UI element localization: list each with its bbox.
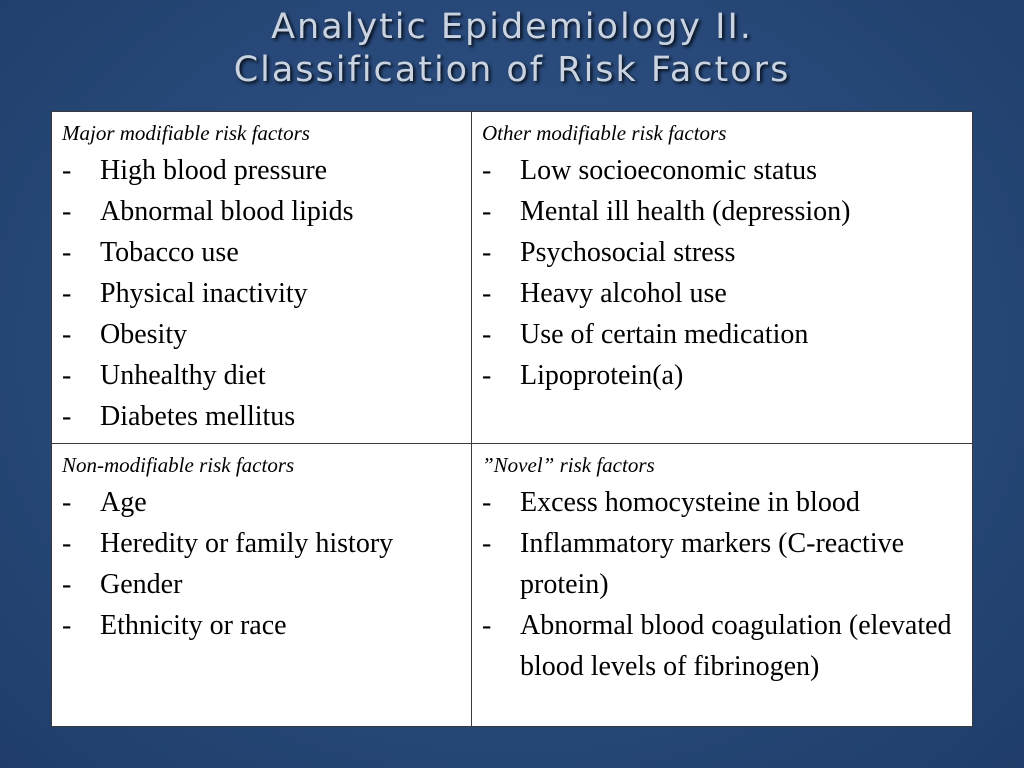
- list-item: [62, 232, 463, 273]
- list-item: [62, 191, 463, 232]
- list-item-text: Excess homocysteine in blood: [520, 487, 860, 518]
- dash-bullet: -: [482, 237, 492, 268]
- dash-bullet: -: [62, 237, 72, 268]
- list-item-text: Heavy alcohol use: [520, 278, 727, 309]
- list-item-text: Abnormal blood lipids: [100, 196, 354, 227]
- other-modifiable-list: [482, 150, 964, 396]
- cell-novel: [472, 444, 973, 727]
- list-item: [62, 482, 463, 523]
- cell-major-modifiable: [52, 112, 472, 444]
- list-item: [482, 482, 964, 523]
- list-item: [482, 150, 964, 191]
- non-modifiable-list: [62, 482, 463, 646]
- list-item: [62, 523, 463, 564]
- dash-bullet: -: [62, 487, 72, 518]
- list-item: [482, 523, 964, 605]
- list-item-text: Ethnicity or race: [100, 610, 287, 641]
- non-modifiable-heading: Non-modifiable risk factors: [62, 453, 295, 477]
- title-line-1: Analytic Epidemiology II.: [271, 7, 753, 47]
- dash-bullet: -: [62, 278, 72, 309]
- list-item: [62, 150, 463, 191]
- dash-bullet: -: [482, 360, 492, 391]
- dash-bullet: -: [62, 155, 72, 186]
- dash-bullet: -: [62, 401, 72, 432]
- list-item: [62, 564, 463, 605]
- list-item-text: Physical inactivity: [100, 278, 308, 309]
- list-item: [62, 314, 463, 355]
- list-item: [482, 355, 964, 396]
- list-item: [482, 605, 964, 687]
- dash-bullet: -: [482, 319, 492, 350]
- dash-bullet: -: [482, 528, 492, 559]
- list-item-text: Obesity: [100, 319, 188, 350]
- list-item: [482, 191, 964, 232]
- dash-bullet: -: [482, 278, 492, 309]
- list-item: [62, 273, 463, 314]
- dash-bullet: -: [62, 528, 72, 559]
- list-item-text: Unhealthy diet: [100, 360, 266, 391]
- list-item-text: Use of certain medication: [520, 319, 809, 350]
- list-item: [62, 605, 463, 646]
- list-item-text: Heredity or family history: [100, 528, 394, 559]
- list-item-text: High blood pressure: [100, 155, 328, 186]
- dash-bullet: -: [482, 196, 492, 227]
- dash-bullet: -: [62, 569, 72, 600]
- title-line-2: Classification of Risk Factors: [233, 50, 791, 90]
- cell-non-modifiable: [52, 444, 472, 727]
- risk-factors-table: [51, 111, 973, 727]
- list-item-text: Diabetes mellitus: [100, 401, 296, 432]
- list-item-text: Mental ill health (depression): [520, 196, 851, 227]
- dash-bullet: -: [62, 610, 72, 641]
- other-modifiable-heading: Other modifiable risk factors: [482, 121, 727, 145]
- list-item: [62, 396, 463, 437]
- list-item-text: Age: [100, 487, 147, 518]
- major-modifiable-heading: Major modifiable risk factors: [62, 121, 310, 145]
- list-item-text: Low socioeconomic status: [520, 155, 818, 186]
- slide-title: [0, 6, 1024, 92]
- dash-bullet: -: [62, 196, 72, 227]
- cell-other-modifiable: [472, 112, 973, 444]
- novel-heading: ”Novel” risk factors: [482, 453, 655, 477]
- major-modifiable-list: [62, 150, 463, 437]
- dash-bullet: -: [62, 360, 72, 391]
- list-item-text: Psychosocial stress: [520, 237, 736, 268]
- list-item-text: Abnormal blood coagulation (elevated blood levels of fibrinogen): [520, 610, 952, 682]
- list-item: [62, 355, 463, 396]
- list-item: [482, 314, 964, 355]
- list-item-text: Lipoprotein(a): [520, 360, 684, 391]
- dash-bullet: -: [62, 319, 72, 350]
- list-item-text: Inflammatory markers (C-reactive protein): [520, 528, 905, 600]
- table-row-bottom: [52, 444, 973, 727]
- list-item-text: Gender: [100, 569, 183, 600]
- list-item: [482, 232, 964, 273]
- table-row-top: [52, 112, 973, 444]
- list-item-text: Tobacco use: [100, 237, 239, 268]
- list-item: [482, 273, 964, 314]
- novel-list: [482, 482, 964, 687]
- dash-bullet: -: [482, 610, 492, 641]
- dash-bullet: -: [482, 155, 492, 186]
- dash-bullet: -: [482, 487, 492, 518]
